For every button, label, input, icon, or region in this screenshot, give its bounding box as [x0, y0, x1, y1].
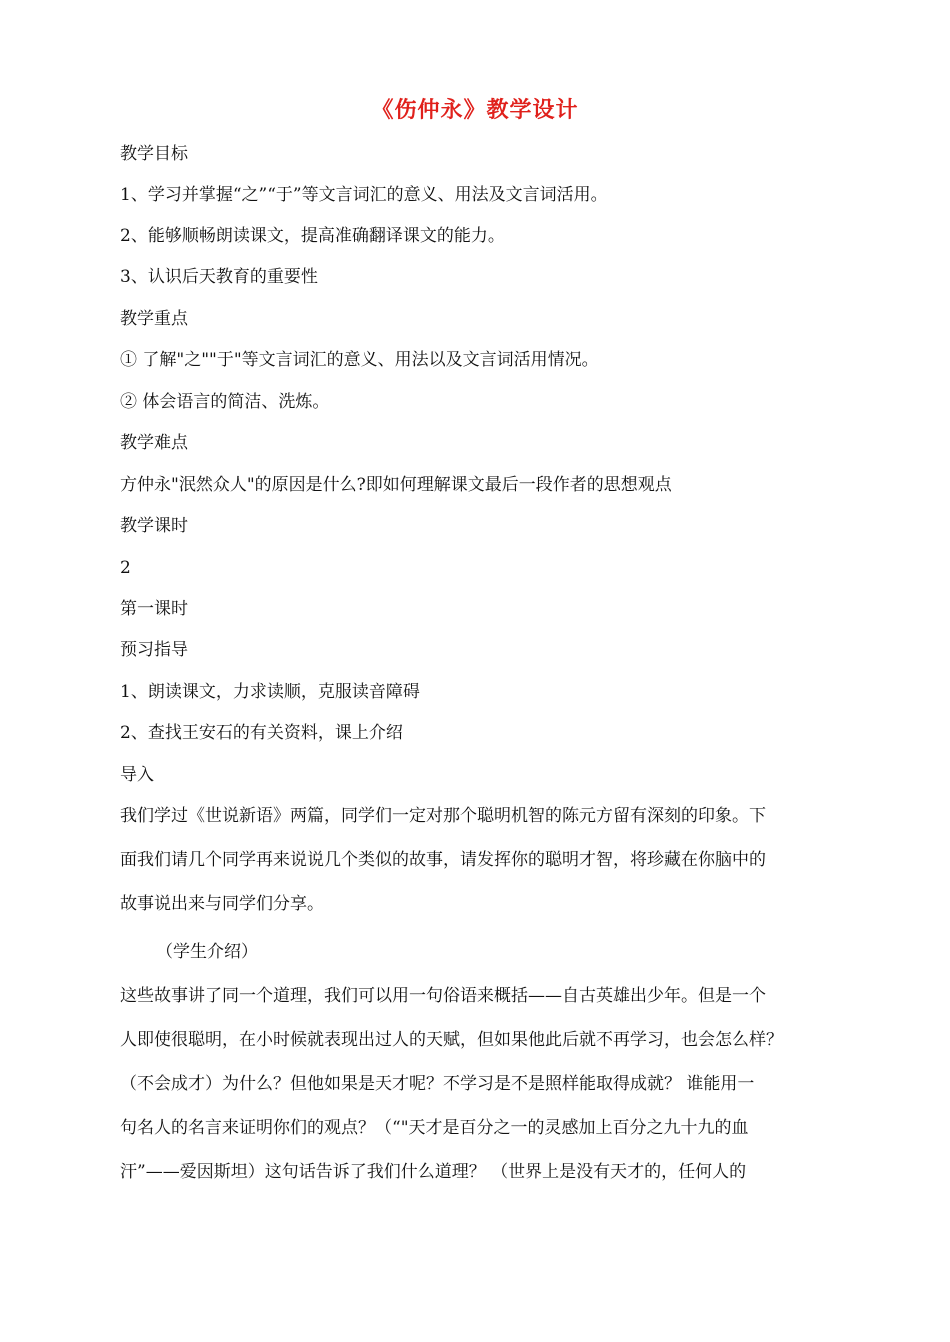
paragraph-line: 句名人的名言来证明你们的观点？（“"天才是百分之一的灵感加上百分之九十九的血	[120, 1118, 749, 1138]
paragraph-line: 我们学过《世说新语》两篇，同学们一定对那个聪明机智的陈元方留有深刻的印象。下	[120, 806, 766, 826]
heading-difficulties: 教学难点	[120, 433, 188, 453]
paragraph-line: 人即使很聪明，在小时候就表现出过人的天赋，但如果他此后就不再学习，也会怎么样？	[120, 1030, 783, 1050]
heading-introduction: 导入	[120, 765, 154, 785]
heading-key-points: 教学重点	[120, 309, 188, 329]
paragraph-line: （不会成才）为什么？但他如果是天才呢？不学习是不是照样能取得成就？ 谁能用一	[120, 1074, 755, 1094]
paragraph-line: 故事说出来与同学们分享。	[120, 894, 324, 914]
introduction-paragraph	[120, 794, 860, 926]
goal-item-1: 1、学习并掌握“之”“于”等文言词汇的意义、用法及文言词活用。	[120, 185, 608, 205]
goal-item-2: 2、能够顺畅朗读课文，提高准确翻译课文的能力。	[120, 226, 505, 246]
heading-first-lesson: 第一课时	[120, 599, 188, 619]
heading-class-hours: 教学课时	[120, 516, 188, 536]
discussion-paragraph	[120, 974, 860, 1194]
preview-item-2: 2、查找王安石的有关资料，课上介绍	[120, 723, 403, 743]
heading-preview-guide: 预习指导	[120, 640, 188, 660]
student-intro-note: （学生介绍）	[156, 942, 258, 962]
preview-item-1: 1、朗读课文，力求读顺，克服读音障碍	[120, 682, 420, 702]
heading-teaching-goals: 教学目标	[120, 144, 188, 164]
key-point-2: ② 体会语言的简洁、洗炼。	[120, 392, 330, 412]
document-title: 《伤仲永》教学设计	[371, 97, 579, 123]
goal-item-3: 3、认识后天教育的重要性	[120, 267, 318, 287]
difficulty-text: 方仲永"泯然众人"的原因是什么?即如何理解课文最后一段作者的思想观点	[120, 475, 672, 495]
key-point-1: ① 了解"之""于"等文言词汇的意义、用法以及文言词活用情况。	[120, 350, 599, 370]
class-hours-value: 2	[120, 558, 131, 578]
paragraph-line: 面我们请几个同学再来说说几个类似的故事，请发挥你的聪明才智，将珍藏在你脑中的	[120, 850, 766, 870]
paragraph-line: 这些故事讲了同一个道理，我们可以用一句俗语来概括——自古英雄出少年。但是一个	[120, 986, 766, 1006]
paragraph-line: 汗”——爱因斯坦）这句话告诉了我们什么道理？ （世界上是没有天才的，任何人的	[120, 1162, 747, 1182]
